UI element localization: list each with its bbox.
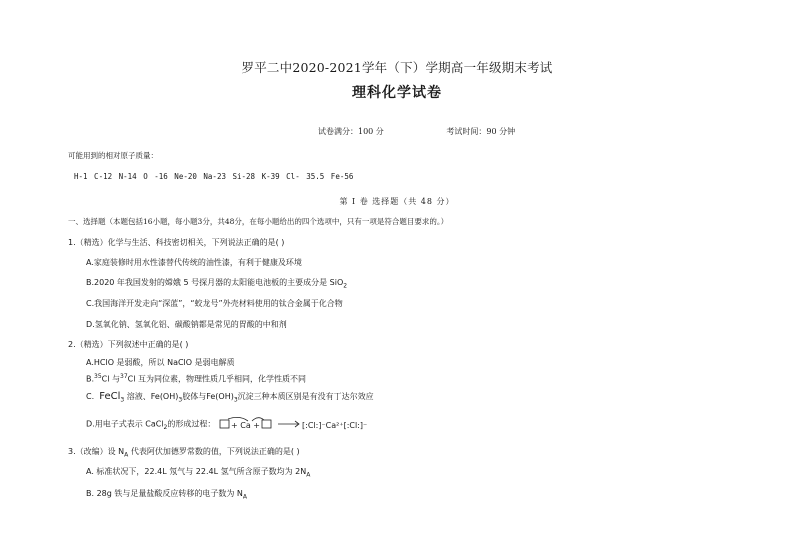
svg-text:+ Ca +: + Ca + <box>230 421 260 430</box>
formula: FeCl <box>99 391 121 402</box>
atomic-mass-label: 可能用到的相对原子质量： <box>68 151 158 160</box>
electron-formula-diagram <box>218 417 398 431</box>
part-heading: 第 Ⅰ 卷 选择题（共 48 分） <box>339 197 455 206</box>
question-3-option-b <box>86 488 247 501</box>
section-heading: 一、选择题（本题包括16小题，每小题3分，共48分，在每小题给出的四个选项中，只有一项是符合题目要求的。） <box>68 217 449 226</box>
option-label: C. <box>86 392 95 401</box>
option-b-text: B.2020 年我国发射的嫦娥 5 号探月器的太阳能电池板的主要成分是 SiO <box>86 278 344 287</box>
option-text: Cl 互为同位素，物理性质几乎相同，化学性质不同 <box>127 374 307 384</box>
stem-sub: A <box>124 451 129 459</box>
formula-sub: 2 <box>163 424 168 432</box>
question-1-option-c: C.我国海洋开发走向“深蓝”，“蛟龙号”外壳材料使用的钛合金属于化合物 <box>86 299 343 308</box>
question-2-option-b <box>86 373 306 385</box>
option-text: Cl 与 <box>101 374 121 384</box>
exam-subtitle: 理科化学试卷 <box>352 85 442 101</box>
electron-formula-product: [:Cl:]⁻Ca²⁺[:Cl:]⁻ <box>301 421 368 430</box>
option-sub: A <box>306 471 311 479</box>
option-text: 沉淀三种本质区别是有没有丁达尔效应 <box>237 392 374 401</box>
question-1-option-a: A.家庭装修时用水性漆替代传统的油性漆，有利于健康及环境 <box>86 258 302 267</box>
isotope-mass-1: 35 <box>94 373 102 380</box>
option-label: B. <box>86 374 95 384</box>
question-2-option-d <box>86 417 398 431</box>
option-text: 的形成过程： <box>167 419 216 429</box>
option-text: 胶体与Fe(OH) <box>182 392 234 401</box>
option-text: D.用电子式表示 CaCl <box>86 419 164 429</box>
formula-sub: 3 <box>178 396 183 404</box>
exam-time: 考试时间：90 分钟 <box>446 127 516 136</box>
option-text: 溶液、Fe(OH) <box>124 392 179 401</box>
exam-title: 罗平二中2020-2021学年（下）学期高一年级期末考试 <box>241 60 553 75</box>
formula-sub: 3 <box>120 396 125 404</box>
option-b-sub: 2 <box>343 282 348 290</box>
question-1-stem: 1.（精选）化学与生活、科技密切相关，下列说法正确的是( ) <box>68 238 285 247</box>
stem-text: 3.（改编）设 N <box>68 447 125 456</box>
option-sub: A <box>242 493 248 501</box>
exam-info <box>318 126 575 137</box>
atomic-mass-values: H-1 C-12 N-14 O -16 Ne-20 Na-23 Si-28 K-39 Cl- 35.5 Fe-56 <box>74 172 354 181</box>
question-2-stem: 2.（精选）下列叙述中正确的是( ) <box>68 340 189 349</box>
isotope-mass-2: 37 <box>120 373 128 380</box>
question-3-option-a <box>86 466 310 479</box>
exam-score: 试卷满分：100 分 <box>318 127 384 136</box>
stem-text: 代表阿伏加德罗常数的值，下列说法正确的是( ) <box>128 447 300 456</box>
question-2-option-c <box>86 391 374 404</box>
option-text: B. 28g 铁与足量盐酸反应转移的电子数为 N <box>86 489 243 498</box>
question-2-option-a: A.HClO 是弱酸，所以 NaClO 是弱电解质 <box>86 358 235 367</box>
question-3-stem <box>68 446 300 459</box>
question-1-option-d: D.氢氧化钠、氢氧化铝、碳酸钠都是常见的胃酸的中和剂 <box>86 320 287 329</box>
formula-sub: 3 <box>233 396 238 404</box>
question-1-option-b <box>86 277 347 290</box>
option-text: A. 标准状况下，22.4L 氖气与 22.4L 氢气所含原子数均为 2N <box>86 467 307 476</box>
